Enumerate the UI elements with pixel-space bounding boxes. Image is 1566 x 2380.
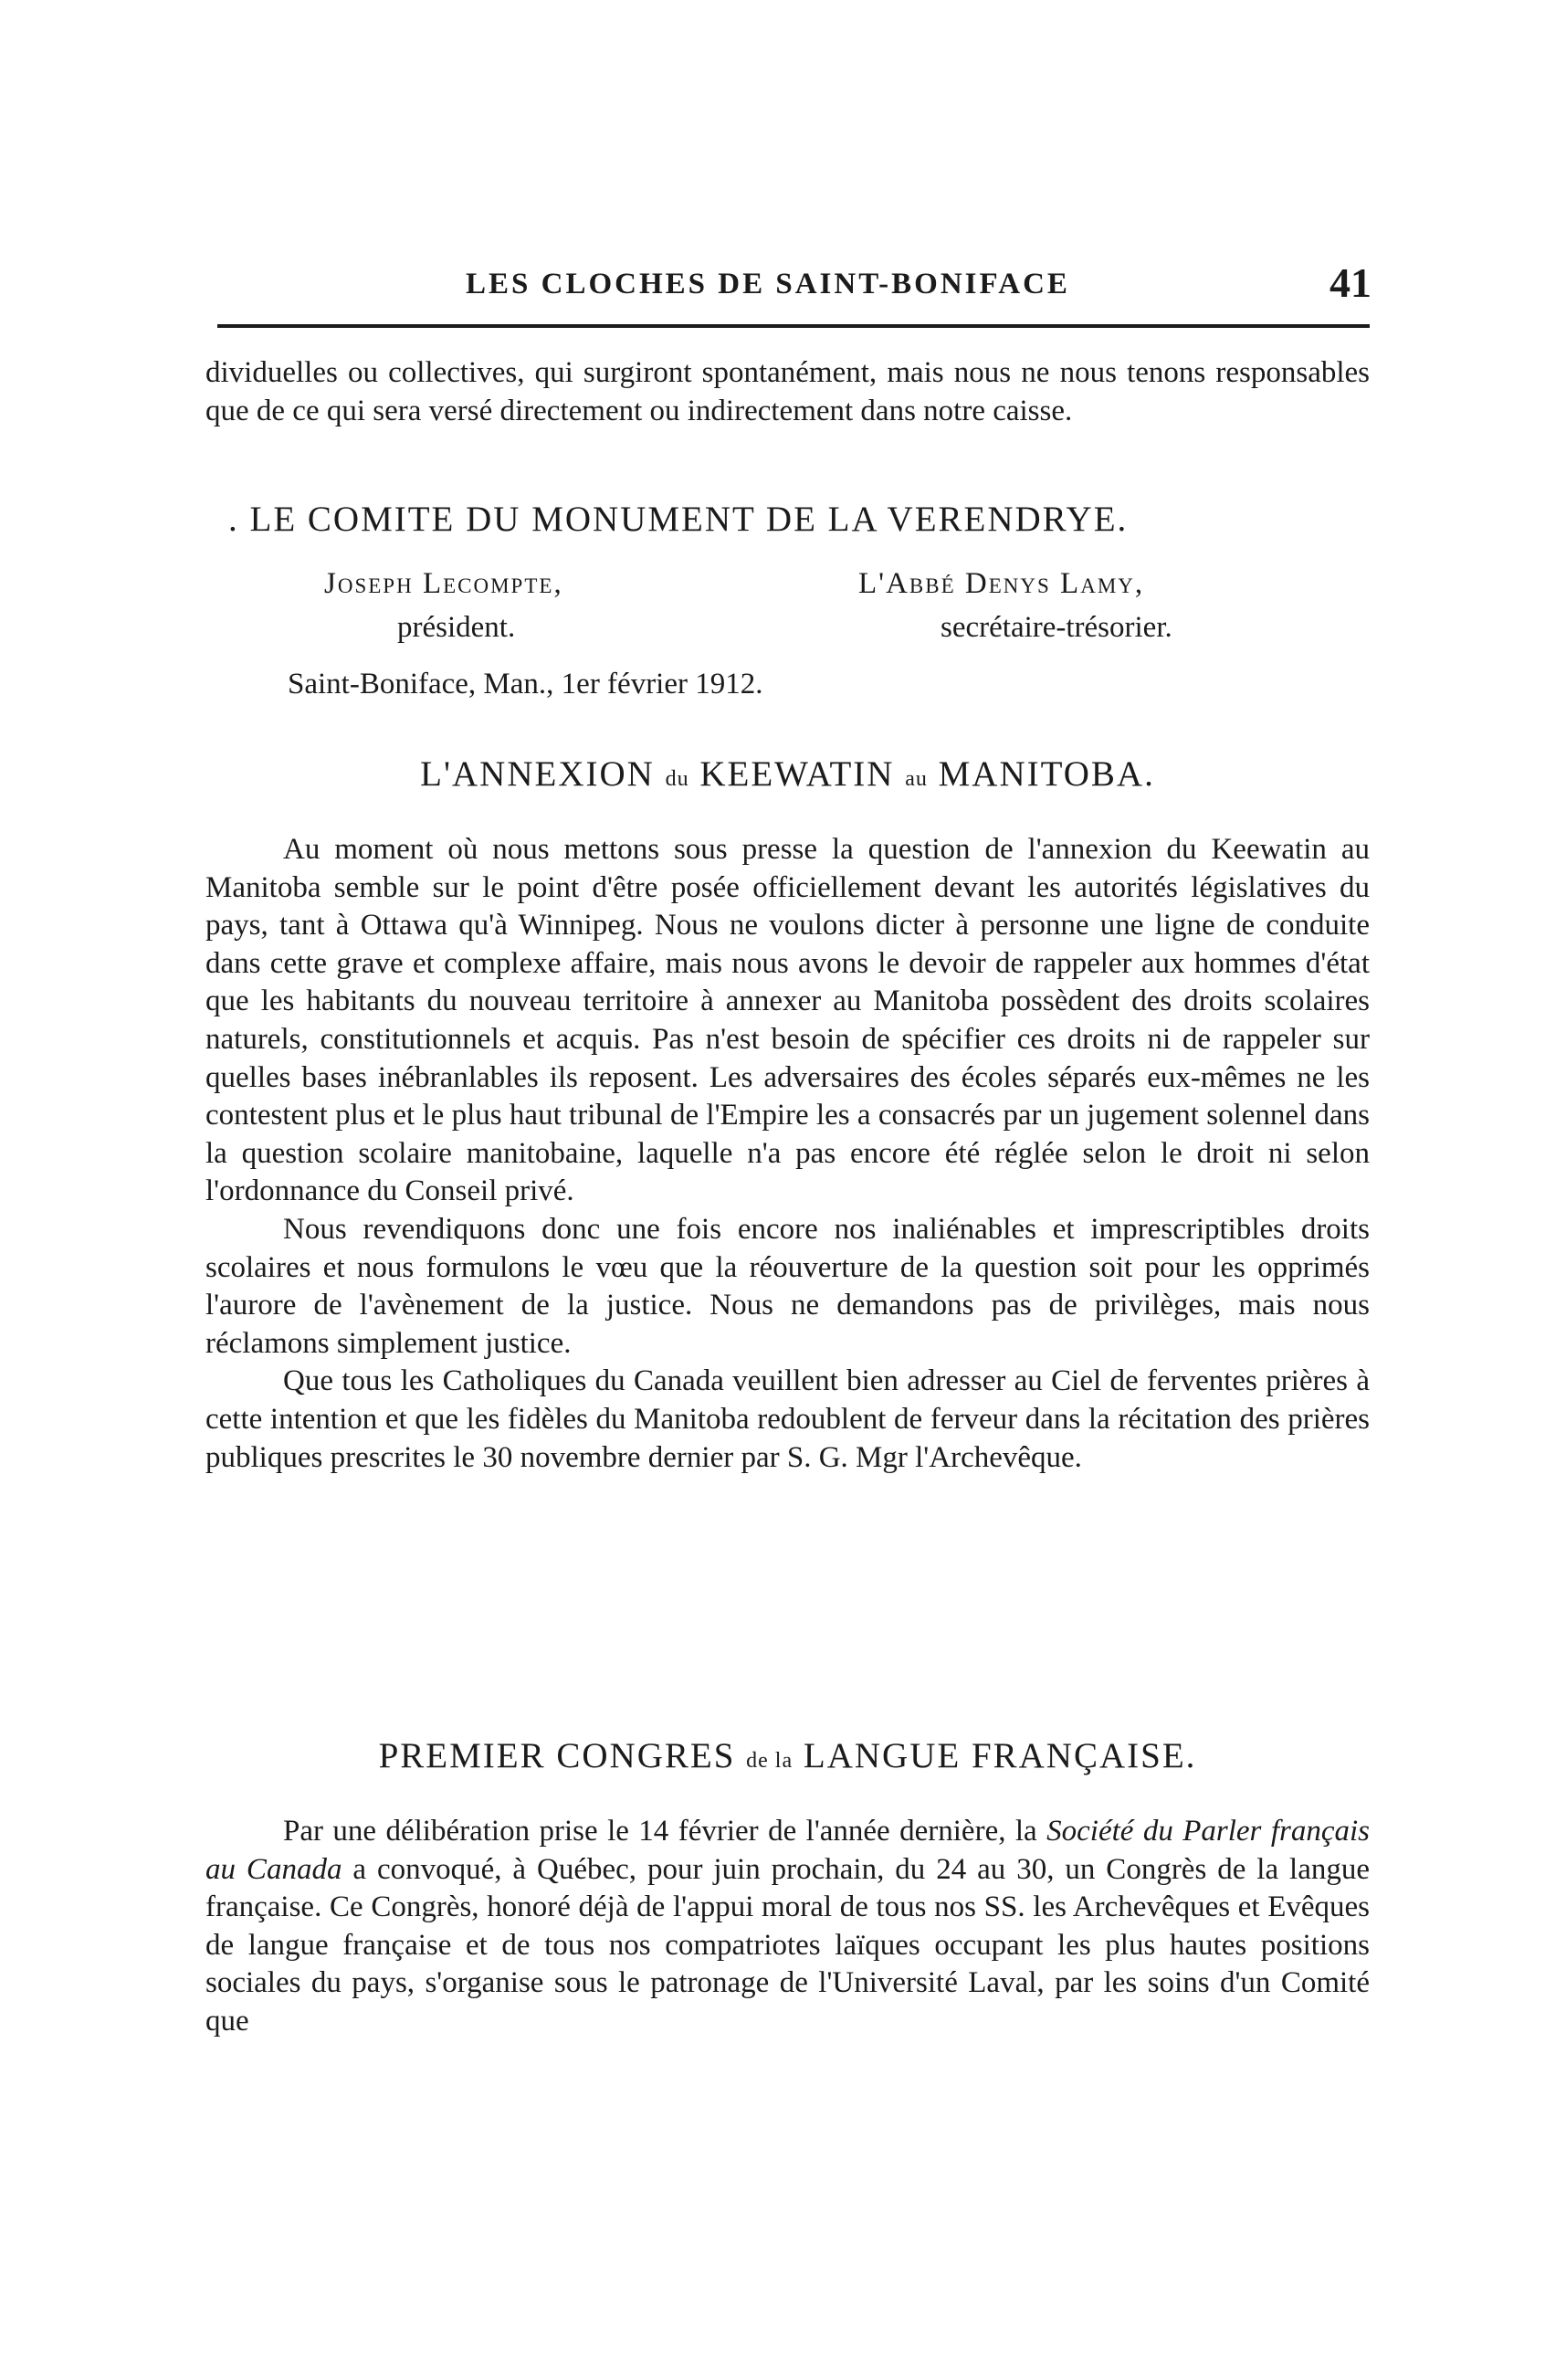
annexion-heading-part: KEEWATIN: [688, 754, 906, 794]
header-rule: [217, 324, 1370, 328]
annexion-heading: [205, 753, 1370, 795]
annexion-paragraph-1: Au moment où nous mettons sous presse la question de l'annexion du Keewatin au Manitoba semble sur le point d'être posée officiellement devant les autorités législatives du pays, tant à Ottawa qu'à Winnipeg. Nous ne voulons dicter à personne une ligne de conduite dans cette grave et complexe affaire, mais nous avons le devoir de rappeler aux hommes d'état que les habitants du nouveau territoire à annexer au Manitoba possèdent des droits scolaires naturels, constitutionnels et acquis. Pas n'est besoin de spécifier ces droits ni de rappeler sur quelles bases inébranlables ils reposent. Les adversaires des écoles séparés eux-mêmes ne les contestent plus et le plus haut tribunal de l'Empire les a consacrés par un jugement solennel dans la question scolaire manitobaine, laquelle n'a pas encore été réglée selon le droit ni selon l'ordonnance du Conseil privé.: [205, 833, 1370, 1208]
committee-heading: . LE COMITE DU MONUMENT DE LA VERENDRYE.: [228, 500, 1129, 539]
annexion-paragraph-2: Nous revendiquons donc une fois encore nos inaliénables et imprescriptibles droits scolaires et nous formulons le vœu que la réouverture de la question soit pour les opprimés l'aurore de l'avènement de la justice. Nous ne demandons pas de privilèges, mais nous réclamons simplement justice.: [205, 1212, 1370, 1360]
continuation-paragraph: [205, 354, 1370, 430]
congres-heading-part: PREMIER CONGRES: [378, 1736, 747, 1775]
signatory-right-role: secrétaire-trésorier.: [941, 611, 1172, 644]
page-number: 41: [1330, 259, 1372, 306]
societe-name: Société du Parler français au Canada: [205, 1815, 1370, 1886]
annexion-body: [205, 831, 1370, 1477]
annexion-paragraph-3: Que tous les Catholiques du Canada veuillent bien adresser au Ciel de ferventes prières à cette intention et que les fidèles du Manitoba redoublent de ferveur dans la récitation des prières publiques prescrites le 30 novembre dernier par S. G. Mgr l'Archevêque.: [205, 1364, 1370, 1474]
signatory-left-name: Joseph Lecompte,: [324, 567, 563, 600]
congres-heading-part: LANGUE FRANÇAISE.: [793, 1736, 1197, 1775]
congres-body: [205, 1813, 1370, 2041]
page-header: [210, 258, 1372, 313]
congres-heading-part: de la: [746, 1749, 794, 1773]
annexion-heading-part: L'ANNEXION: [420, 754, 666, 794]
signatory-left-role: président.: [397, 611, 516, 644]
annexion-heading-part: au: [905, 767, 928, 791]
congres-paragraph-1: [205, 1813, 1370, 2041]
congres-heading: [205, 1735, 1370, 1776]
congres-text: Par une délibération prise le 14 février de l'année dernière, la: [283, 1815, 1047, 1848]
continuation-text: dividuelles ou collectives, qui surgiront spontanément, mais nous ne nous tenons responsables que de ce qui sera versé directement ou indirectement dans notre caisse.: [205, 356, 1370, 427]
congres-text: a convoqué, à Québec, pour juin prochain, du 24 au 30, un Congrès de la langue française. Ce Congrès, honoré déjà de l'appui moral de tous nos SS. les Archevêques et Evêques de langue française et de tous nos compatriotes laïques occupant les plus hautes positions sociales du pays, s'organise sous le patronage de l'Université Laval, par les soins d'un Comité que: [205, 1852, 1371, 2038]
dateline: Saint-Boniface, Man., 1er février 1912.: [288, 668, 763, 700]
signatory-right-name: L'Abbé Denys Lamy,: [858, 567, 1145, 600]
annexion-heading-part: MANITOBA.: [927, 754, 1155, 794]
running-title: LES CLOCHES DE SAINT-BONIFACE: [466, 268, 1070, 300]
annexion-heading-part: du: [665, 767, 689, 791]
